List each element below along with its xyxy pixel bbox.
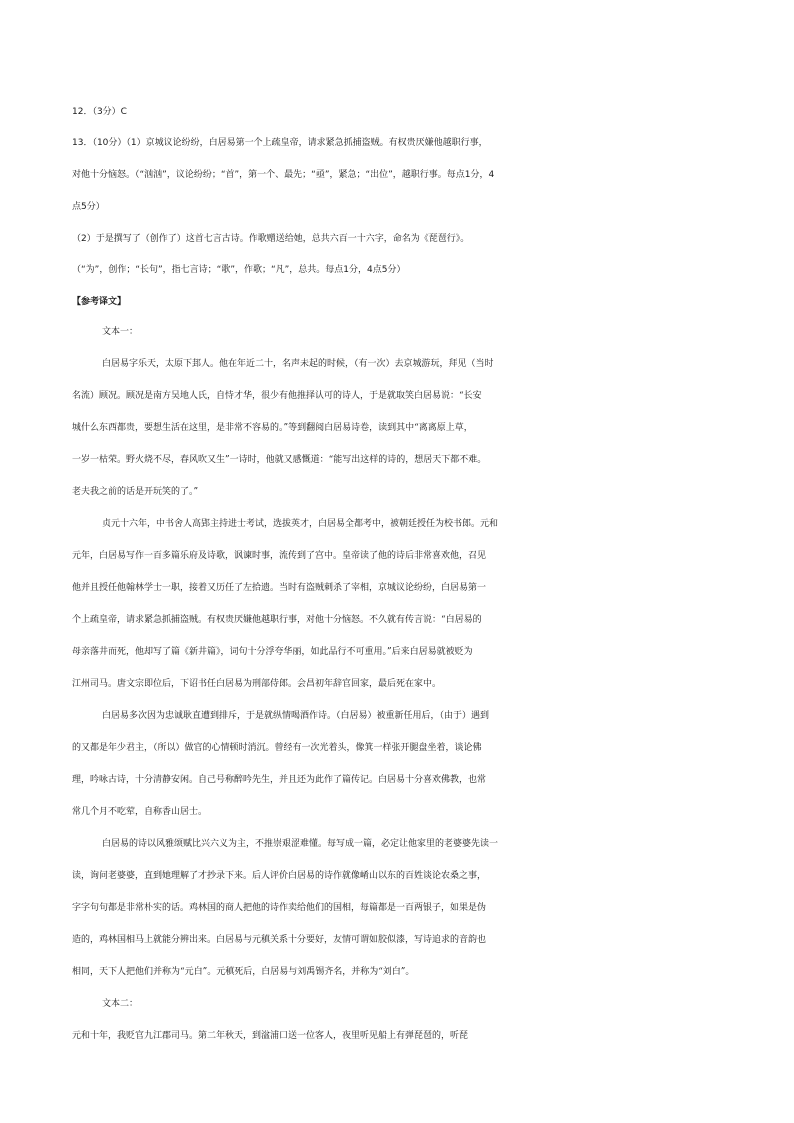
paragraph-line: 的又都是年少君主，（所以）做官的心情顿时消沉。曾经有一次光着头，像箕一样张开腿盘坐着，谈论佛 [72, 743, 482, 753]
answer-q13-line: （“为”，创作；“长句”，指七言诗；“歌”，作歌；“凡”，总共。每点1分，4点5分） [72, 265, 406, 275]
answer-q13-line: 点5分） [72, 202, 105, 212]
paragraph-line: 城什么东西都贵，要想生活在这里，是非常不容易的。”等到翻阅白居易诗卷，读到其中“离离原上草， [72, 423, 473, 433]
paragraph-line: 相同，天下人把他们并称为“元白”。元稹死后，白居易与刘禹锡齐名，并称为“刘白”。 [72, 967, 415, 977]
paragraph-line: 他并且授任他翰林学士一职，接着又历任了左拾遗。当时有盗贼刺杀了宰相，京城议论纷纷，白居易第一 [72, 583, 487, 593]
paragraph-line: 江州司马。唐文宗即位后，下诏书任白居易为刑部侍郎。会昌初年辞官回家，最后死在家中。 [72, 679, 442, 689]
paragraph-line: 理，吟咏古诗，十分清静安闲。自己号称醉吟先生，并且还为此作了篇传记。白居易十分喜欢佛教，也常 [72, 775, 487, 785]
paragraph-line: 贞元十六年，中书舍人高郢主持进士考试，选拔英才，白居易全都考中，被朝廷授任为校书郎。元和 [102, 519, 499, 529]
paragraph-line: 白居易字乐天，太原下邽人。他在年近二十，名声未起的时候，（有一次）去京城游玩，拜见（当时 [102, 359, 494, 369]
answer-q13-line: 13．（10分）（1）京城议论纷纷，白居易第一个上疏皇帝，请求紧急抓捕盗贼。有权贵厌嫌他越职行事， [72, 138, 488, 148]
paragraph-line: 常几个月不吃荤，自称香山居士。 [72, 807, 208, 817]
paragraph-line: 白居易多次因为忠诚耿直遭到排斥，于是就纵情喝酒作诗。（白居易）被重新任用后，（由于）遇到 [102, 711, 490, 721]
paragraph-line: 母亲落井而死，他却写了篇《新井篇》，词句十分浮夸华丽，如此品行不可重用。”后来白居易就被贬为 [72, 647, 473, 657]
section-heading: 【参考译文】 [72, 297, 127, 307]
text-label: 文本二： [102, 999, 139, 1009]
answer-q12: 12．（3分）C [72, 107, 127, 117]
answer-q13-line: （2）于是撰写了（创作了）这首七言古诗。作歌赠送给她，总共六百一十六字，命名为《琵琶行》。 [72, 234, 470, 244]
paragraph-line: 元和十年，我贬官九江郡司马。第二年秋天，到湓浦口送一位客人，夜里听见船上有弹琵琶的，听琵 [72, 1031, 469, 1041]
text-label: 文本一： [102, 327, 139, 337]
paragraph-line: 元年，白居易写作一百多篇乐府及诗歌，讽谏时事，流传到了宫中。皇帝读了他的诗后非常喜欢他，召见 [72, 551, 487, 561]
paragraph-line: 个上疏皇帝，请求紧急抓捕盗贼。有权贵厌嫌他越职行事，对他十分恼怒。不久就有传言说：“白居易的 [72, 615, 482, 625]
paragraph-line: 一岁一枯荣。野火烧不尽，春风吹又生”一诗时，他就又感慨道：“能写出这样的诗的，想居天下都不难。 [72, 455, 487, 465]
paragraph-line: 白居易的诗以风雅颂赋比兴六义为主，不推崇艰涩难懂。每写成一篇，必定让他家里的老婆婆先读一 [102, 839, 499, 849]
paragraph-line: 老夫我之前的话是开玩笑的了。” [72, 487, 199, 497]
paragraph-line: 字字句句都是非常朴实的话。鸡林国的商人把他的诗作卖给他们的国相，每篇都是一百两银子，如果是伪 [72, 903, 487, 913]
answer-q13-line: 对他十分恼怒。（“汹汹”，议论纷纷；“首”，第一个、最先；“亟”，紧急；“出位”，越职行事。每点1分，4 [72, 170, 495, 180]
paragraph-line: 读，询问老婆婆，直到她理解了才抄录下来。后人评价白居易的诗作就像崤山以东的百姓谈论农桑之事， [72, 871, 487, 881]
paragraph-line: 造的，鸡林国相马上就能分辨出来。白居易与元稹关系十分要好，友情可谓如胶似漆，写诗追求的音韵也 [72, 935, 487, 945]
paragraph-line: 名流）顾况。顾况是南方吴地人氏，自恃才华，很少有他推择认可的诗人，于是就取笑白居易说：“长安 [72, 391, 482, 401]
